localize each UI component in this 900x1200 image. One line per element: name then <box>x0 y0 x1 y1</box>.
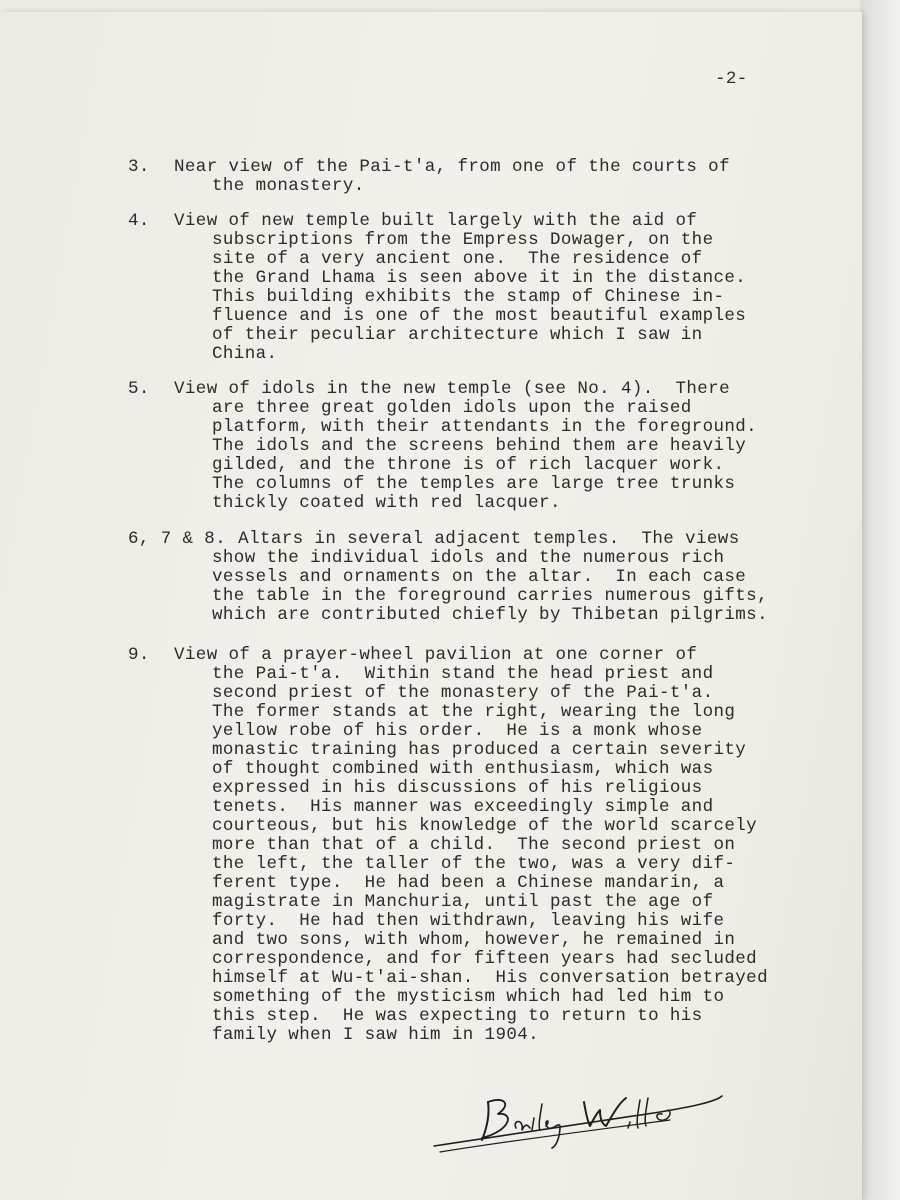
item-line: second priest of the monastery of the Pai-t'a. <box>212 683 714 703</box>
item-number: 6, 7 & 8. <box>128 529 227 549</box>
list-item-9 <box>128 646 808 1045</box>
item-line: vessels and ornaments on the altar. In each case <box>212 567 747 587</box>
item-line: yellow robe of his order. He is a monk whose <box>212 721 703 741</box>
item-line: View of idols in the new temple (see No. 4). There <box>174 379 730 399</box>
item-line: the left, the taller of the two, was a very dif- <box>212 854 736 874</box>
item-line: this step. He was expecting to return to his <box>212 1006 703 1026</box>
item-line: subscriptions from the Empress Dowager, on the <box>212 230 714 250</box>
item-line: which are contributed chiefly by Thibetan pilgrims. <box>212 605 768 625</box>
item-line: The columns of the temples are large tree trunks <box>212 474 736 494</box>
handwritten-signature <box>430 1082 730 1162</box>
item-line: and two sons, with whom, however, he remained in <box>212 930 736 950</box>
document-page <box>0 12 862 1200</box>
background-surface <box>860 0 900 1200</box>
list-item-5 <box>128 380 808 513</box>
page-number: -2- <box>715 69 748 89</box>
item-number: 3. <box>128 157 150 177</box>
item-line: himself at Wu-t'ai-shan. His conversation betrayed <box>212 968 768 988</box>
item-line: expressed in his discussions of his religious <box>212 778 703 798</box>
signature-drawing <box>430 1082 730 1162</box>
item-line: China. <box>212 344 278 364</box>
item-number: 9. <box>128 645 150 665</box>
item-line: more than that of a child. The second priest on <box>212 835 736 855</box>
item-line: ferent type. He had been a Chinese mandarin, a <box>212 873 725 893</box>
item-line: correspondence, and for fifteen years had secluded <box>212 949 758 969</box>
item-line: This building exhibits the stamp of Chinese in- <box>212 287 725 307</box>
item-line: the Grand Lhama is seen above it in the distance. <box>212 268 747 288</box>
item-line: tenets. His manner was exceedingly simple and <box>212 797 714 817</box>
item-line: of their peculiar architecture which I saw in <box>212 325 703 345</box>
item-line: platform, with their attendants in the foreground. <box>212 417 758 437</box>
item-line: are three great golden idols upon the raised <box>212 398 692 418</box>
item-line: the Pai-t'a. Within stand the head priest and <box>212 664 714 684</box>
item-line: monastic training has produced a certain severity <box>212 740 747 760</box>
list-item-4 <box>128 212 808 364</box>
item-line: show the individual idols and the numerous rich <box>212 548 725 568</box>
item-number: 5. <box>128 379 150 399</box>
item-line: family when I saw him in 1904. <box>212 1025 540 1045</box>
item-line: the monastery. <box>212 176 365 196</box>
item-line: Near view of the Pai-t'a, from one of the courts of <box>174 157 730 177</box>
item-line: The idols and the screens behind them are heavily <box>212 436 747 456</box>
item-line: site of a very ancient one. The residence of <box>212 249 703 269</box>
item-line: courteous, but his knowledge of the world scarcely <box>212 816 758 836</box>
item-line: thickly coated with red lacquer. <box>212 493 561 513</box>
item-line: View of a prayer-wheel pavilion at one corner of <box>174 645 698 665</box>
item-line: Altars in several adjacent temples. The views <box>238 529 740 549</box>
item-line: magistrate in Manchuria, until past the age of <box>212 892 714 912</box>
item-line: of thought combined with enthusiasm, which was <box>212 759 714 779</box>
item-line: gilded, and the throne is of rich lacquer work. <box>212 455 725 475</box>
item-line: the table in the foreground carries numerous gifts, <box>212 586 768 606</box>
item-line: something of the mysticism which had led him to <box>212 987 725 1007</box>
list-item-3 <box>128 158 808 196</box>
list-item-6-7-8 <box>128 530 808 625</box>
item-line: fluence and is one of the most beautiful examples <box>212 306 747 326</box>
item-line: View of new temple built largely with the aid of <box>174 211 698 231</box>
item-line: The former stands at the right, wearing the long <box>212 702 736 722</box>
item-line: forty. He had then withdrawn, leaving his wife <box>212 911 725 931</box>
item-number: 4. <box>128 211 150 231</box>
